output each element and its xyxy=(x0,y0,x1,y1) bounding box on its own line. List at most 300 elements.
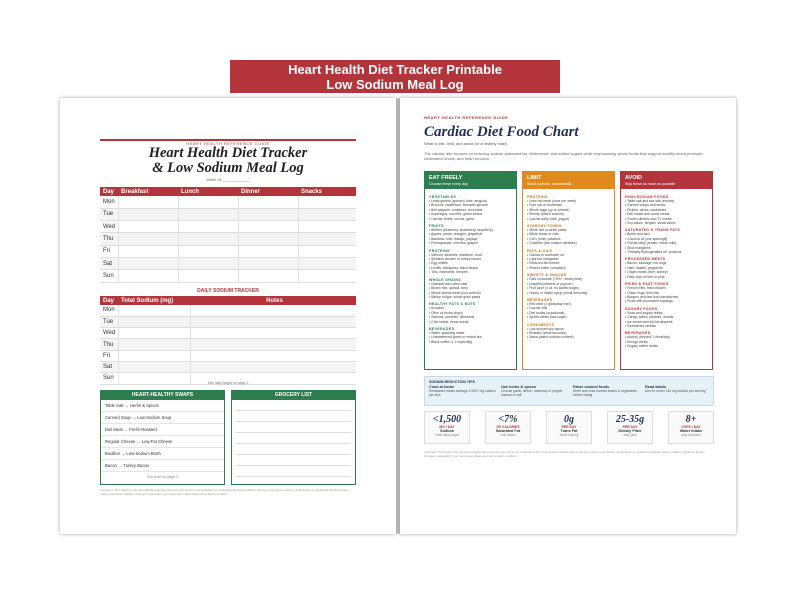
meal-cell[interactable] xyxy=(238,245,298,257)
food-item: • Skinless chicken or turkey breast xyxy=(429,257,481,262)
food-item: • Barley, bulgur, whole grain pasta xyxy=(429,294,481,299)
food-category: PROTEINS xyxy=(527,195,548,199)
food-item: • Energy drinks xyxy=(625,339,648,344)
sodium-tip xyxy=(429,385,497,397)
tracker-page xyxy=(60,98,396,534)
grocery-list-box xyxy=(231,390,356,485)
food-item-text: Stick margarine xyxy=(627,245,651,250)
food-item: • Oatmeal and rolled oats xyxy=(429,281,468,286)
food-item-text: Oatmeal and rolled oats xyxy=(431,281,468,286)
food-item-text: Whole eggs (up to 4/week) xyxy=(529,207,570,212)
food-item-text: Alcohol (beyond 1 drink/day) xyxy=(626,335,670,340)
target-value: 0g xyxy=(564,414,574,425)
food-item-text: Pork loin or tenderloin xyxy=(529,203,563,208)
food-item-text: Sugary coffee drinks xyxy=(627,344,658,349)
meal-cell[interactable] xyxy=(118,196,178,208)
day-label: Thu xyxy=(100,339,118,350)
food-item-text: Mustard (small amounts) xyxy=(529,330,567,335)
nutrient-target-card xyxy=(546,411,592,444)
food-item: • Crackers (low-sodium varieties) xyxy=(527,241,577,246)
food-category: VEGETABLES xyxy=(429,195,457,199)
food-item-text: Deli meats and cured meats xyxy=(627,212,670,217)
food-item: • Asparagus, zucchini, green beans xyxy=(429,212,483,217)
food-category: PROTEINS xyxy=(429,248,450,253)
food-item: • Chia seeds, hemp seeds xyxy=(429,319,469,324)
meal-cell[interactable] xyxy=(118,245,178,257)
header-snacks: Snacks xyxy=(298,187,356,196)
column-subtitle: Skip these as much as possible xyxy=(621,182,712,189)
grocery-title: GROCERY LIST xyxy=(232,391,355,400)
target-unit: PER DAY xyxy=(622,425,638,429)
meal-log-table xyxy=(100,187,356,283)
nutrient-target-card xyxy=(668,411,714,444)
food-category: HIGH-SODIUM FOODS xyxy=(625,195,669,199)
swap-item: Bouillon → Low-Sodium Broth xyxy=(101,448,224,460)
notes-cell[interactable] xyxy=(190,316,356,327)
meal-row xyxy=(100,233,356,245)
food-item: • Tofu, edamame, tempeh xyxy=(429,270,468,275)
meal-cell[interactable] xyxy=(118,257,178,269)
food-item: • Diet sodas (occasional) xyxy=(527,310,565,315)
sodium-row xyxy=(100,361,356,372)
food-category: FRUITS xyxy=(429,224,444,229)
target-value: 8+ xyxy=(685,414,697,425)
food-item: • Black coffee (1-2 cups/day) xyxy=(429,339,473,344)
food-item-text: Broccoli, cauliflower, Brussels sprouts xyxy=(431,203,488,208)
meal-row xyxy=(100,208,356,220)
notes-cell[interactable] xyxy=(190,361,356,372)
food-item-text: Low-fat dairy (milk, yogurt) xyxy=(529,216,570,221)
food-item: • Lentils, chickpeas, black beans xyxy=(429,265,478,270)
food-category: WHOLE GRAINS xyxy=(429,277,461,282)
food-item: • Pizza with processed toppings xyxy=(625,299,673,304)
column-body xyxy=(523,189,614,343)
food-category: FATS & OILS xyxy=(527,248,553,253)
food-item: • Honey or maple syrup (small amounts) xyxy=(527,290,588,295)
nutrient-target-card xyxy=(485,411,531,444)
sodium-cell[interactable] xyxy=(118,305,190,316)
food-item: • Fruit juice (4 oz, no added sugar) xyxy=(527,286,579,291)
nutrient-target-card xyxy=(424,411,470,444)
food-item: • Fatty cuts of beef or pork xyxy=(625,274,665,279)
food-item: • Egg whites xyxy=(429,261,448,266)
food-item-text: Black coffee (1-2 cups/day) xyxy=(431,339,473,344)
grocery-line[interactable] xyxy=(236,422,351,433)
food-item: • Walnuts, almonds, flaxseeds xyxy=(429,315,475,320)
food-item: • Corn, peas, potatoes xyxy=(527,236,561,241)
food-category: HEALTHY FATS & NUTS xyxy=(429,302,476,307)
food-item-text: Avocado xyxy=(430,306,445,311)
grocery-line[interactable] xyxy=(236,444,351,455)
meal-header-row xyxy=(100,187,356,196)
food-item-text: Bell peppers, tomatoes, cucumber xyxy=(431,207,483,212)
food-item-text: Walnuts, almonds, flaxseeds xyxy=(431,315,475,320)
food-item: • "Partially hydrogenated oil" products xyxy=(625,250,682,255)
food-item: • Salmon, sardines, mackerel, trout xyxy=(429,252,482,257)
food-item-text: Ice cream and full-fat desserts xyxy=(627,319,673,324)
meal-row xyxy=(100,221,356,233)
food-item-text: Reduced-fat cheese xyxy=(529,261,560,266)
food-item: • Reduced-fat cheese xyxy=(527,261,560,266)
food-item-text: Corn, peas, potatoes xyxy=(529,236,561,241)
food-item-text: Candy, cakes, pastries, donuts xyxy=(627,315,674,320)
day-label: Mon xyxy=(100,305,118,316)
food-item-text: Water, sparkling water xyxy=(431,330,465,335)
day-label: Sat xyxy=(100,257,118,269)
food-item-text: Carrots, beets, onions, garlic xyxy=(431,216,475,221)
food-item: • Frozen dinners and TV meals xyxy=(625,216,672,221)
week-of-field[interactable]: Week of: ____________ xyxy=(206,177,250,182)
tip-text: Aim for under 140 mg sodium per serving xyxy=(645,389,706,393)
food-item-text: Lentils, chickpeas, black beans xyxy=(431,265,478,270)
page-title: Cardiac Diet Food Chart xyxy=(424,124,579,140)
grocery-line[interactable] xyxy=(236,466,351,477)
food-item: • Lean red meat (once per week) xyxy=(527,199,577,203)
food-item-text: Skinless chicken or turkey breast xyxy=(431,257,481,262)
day-label: Wed xyxy=(100,221,118,233)
grocery-line[interactable] xyxy=(236,411,351,422)
page-kicker: HEART HEALTH REFERENCE GUIDE xyxy=(186,141,270,146)
meal-cell[interactable] xyxy=(118,221,178,233)
food-item-text: Bacon, sausage, hot dogs xyxy=(627,261,667,266)
food-item: • Alcohol (beyond 1 drink/day) xyxy=(625,335,670,340)
target-nutrient: Trans Fat xyxy=(560,429,578,433)
column-body xyxy=(425,189,516,347)
meal-cell[interactable] xyxy=(178,221,238,233)
food-category: SATURATED & TRANS FATS xyxy=(625,228,681,233)
food-item-text: Sweetened cereals xyxy=(627,323,656,328)
sodium-cell[interactable] xyxy=(118,328,190,339)
food-item-text: Leafy greens (spinach, kale, arugula) xyxy=(431,199,487,203)
food-item: • Ham, salami, pepperoni xyxy=(625,265,663,270)
food-item-text: Organ meats (liver, kidney) xyxy=(627,270,668,275)
notes-cell[interactable] xyxy=(190,305,356,316)
sodium-row xyxy=(100,350,356,361)
food-item: • Canola or sunflower oil xyxy=(527,252,564,257)
food-item: • Ice cream and full-fat desserts xyxy=(625,319,673,324)
swaps-title: HEART-HEALTHY SWAPS xyxy=(101,391,224,400)
sodium-tracker-table xyxy=(100,296,356,385)
meal-cell[interactable] xyxy=(238,196,298,208)
sodium-row xyxy=(100,316,356,327)
target-nutrient: Saturated Fat xyxy=(495,429,521,433)
nutrient-target-card xyxy=(607,411,653,444)
tip-text: Restaurant meals average 2,000+ mg sodium per dish xyxy=(429,389,496,398)
day-label: Sun xyxy=(100,270,118,282)
day-label: Sun xyxy=(100,373,118,384)
food-item-text: Pizza with processed toppings xyxy=(627,299,673,304)
meal-cell[interactable] xyxy=(178,233,238,245)
food-item: • Unsweetened green or herbal tea xyxy=(429,335,482,340)
sodium-row xyxy=(100,339,356,350)
food-item: • Bananas, kiwi, mango, papaya xyxy=(429,236,478,241)
swap-item: Table Salt → Herbs & Spices xyxy=(101,400,224,412)
food-item: • White bread or rolls xyxy=(527,232,559,237)
meal-cell[interactable] xyxy=(298,245,356,257)
intro-text: The cardiac diet focuses on reducing sodium saturated fat, cholesterol, and added sugars while emphasizing whole foods that support healthy blood pressure, cholesterol levels, and heart function. xyxy=(424,151,704,161)
food-item-text: Fatty cuts of beef or pork xyxy=(627,274,665,279)
meal-cell[interactable] xyxy=(118,270,178,282)
food-item: • Olive oil (extra virgin) xyxy=(429,310,463,315)
meal-cell[interactable] xyxy=(178,245,238,257)
food-item: • Carrots, beets, onions, garlic xyxy=(429,216,475,221)
header-lunch: Lunch xyxy=(178,187,238,196)
food-category: BEVERAGES xyxy=(527,297,553,302)
target-caption: limit intake xyxy=(500,433,516,437)
food-item-text: Canned soups and stews xyxy=(627,203,666,208)
food-item: • Light tub margarine xyxy=(527,257,559,262)
target-value: <7% xyxy=(498,414,518,425)
banner-line-1: Heart Health Diet Tracker Printable xyxy=(288,62,502,77)
food-item: • Soda and sugary drinks xyxy=(625,310,663,315)
tips-title: SODIUM-REDUCTION TIPS xyxy=(429,380,475,384)
food-item-text: Low-fat milk xyxy=(529,306,548,311)
sodium-row xyxy=(100,328,356,339)
food-item-text: Light tub margarine xyxy=(529,257,559,262)
sodium-tracker-title: DAILY SODIUM TRACKER xyxy=(197,288,259,294)
meal-cell[interactable] xyxy=(298,221,356,233)
food-item-text: Energy drinks xyxy=(627,339,648,344)
day-label: Sat xyxy=(100,361,118,372)
target-unit: MG / DAY xyxy=(439,425,455,429)
meal-cell[interactable] xyxy=(118,208,178,220)
food-item-text: Shrimp (watch sodium) xyxy=(529,212,564,217)
sodium-header-day: Day xyxy=(100,296,118,305)
food-category: BEVERAGES xyxy=(429,326,455,331)
meal-row xyxy=(100,245,356,257)
target-nutrient: Dietary Fiber xyxy=(618,429,642,433)
food-item: • Unsalted pretzels or popcorn xyxy=(527,281,573,286)
day-label: Mon xyxy=(100,196,118,208)
food-item: • Deli meats and cured meats xyxy=(625,212,670,217)
sodium-cell[interactable] xyxy=(118,361,190,372)
sodium-header-notes: Notes xyxy=(190,296,356,305)
target-unit: OF CALORIES xyxy=(496,425,520,429)
food-item-text: Crackers (low-sodium varieties) xyxy=(529,241,577,246)
swaps-box xyxy=(100,390,225,485)
food-item-text: Canola or sunflower oil xyxy=(529,252,564,257)
swap-item: Regular Cheese → Low-Fat Cheese xyxy=(101,436,224,448)
tip-heading: Use herbs & spices xyxy=(501,385,537,389)
meal-cell[interactable] xyxy=(298,257,356,269)
food-category: SUGARY FOODS xyxy=(625,306,658,311)
food-item-text: Burgers and fast food sandwiches xyxy=(627,294,679,299)
sodium-row xyxy=(100,305,356,316)
food-item-text: Butter and lard xyxy=(627,232,650,237)
meal-cell[interactable] xyxy=(238,221,298,233)
food-item-text: Salsa (watch sodium content) xyxy=(529,335,574,340)
food-item-text: Onion rings, fried fish xyxy=(627,290,660,295)
banner-line-2: Low Sodium Meal Log xyxy=(326,77,464,92)
food-item: • Low-sodium soy sauce xyxy=(527,326,564,331)
meal-cell[interactable] xyxy=(238,257,298,269)
food-item-text: Lean red meat (once per week) xyxy=(529,199,577,203)
column-title: LIMIT xyxy=(523,172,614,182)
food-chart-page xyxy=(400,98,736,534)
food-item: • Bell peppers, tomatoes, cucumber xyxy=(429,207,483,212)
food-item: • Bacon, sausage, hot dogs xyxy=(625,261,667,266)
meal-cell[interactable] xyxy=(238,208,298,220)
food-item: • Low-fat milk xyxy=(527,306,548,311)
food-item: • Pomegranate, cherries, grapes xyxy=(429,241,478,246)
header-dinner: Dinner xyxy=(238,187,298,196)
page-tagline: What to eat, limit, and avoid for a healthy heart xyxy=(424,141,507,146)
sodium-cell[interactable] xyxy=(118,339,190,350)
page-title-line-2: & Low Sodium Meal Log xyxy=(152,160,304,176)
food-item-text: Barley, bulgur, whole grain pasta xyxy=(431,294,481,299)
meal-cell[interactable] xyxy=(178,208,238,220)
food-category: BEVERAGES xyxy=(625,331,651,336)
limit-column xyxy=(522,171,615,370)
target-caption: avoid entirely xyxy=(559,433,579,437)
food-item: • Red wine (1 glass/day max) xyxy=(527,301,571,306)
grocery-line[interactable] xyxy=(236,400,351,411)
food-item: • Full-fat dairy (cream, whole milk) xyxy=(625,241,677,246)
sodium-target-note: See daily target on page 2 xyxy=(207,381,249,385)
food-item: • Burgers and fast food sandwiches xyxy=(625,294,679,299)
food-item: • Organ meats (liver, kidney) xyxy=(625,270,668,275)
food-item: • Canned soups and stews xyxy=(625,203,666,208)
notes-cell[interactable] xyxy=(190,339,356,350)
swaps-note: Full chart on page 2 xyxy=(147,475,178,479)
tip-heading: Cook at home xyxy=(429,385,455,389)
food-item: • Pickles, olives, sauerkraut xyxy=(625,207,667,212)
grocery-line[interactable] xyxy=(236,455,351,466)
food-item: • Stick margarine xyxy=(625,245,651,250)
food-item: • Shrimp (watch sodium) xyxy=(527,212,564,217)
title-banner xyxy=(230,60,560,93)
column-body xyxy=(621,189,712,352)
meal-cell[interactable] xyxy=(178,257,238,269)
column-subtitle: Small portions, occasionally xyxy=(523,182,614,189)
eat-freely-column xyxy=(424,171,517,370)
food-item: • Apples, pears, oranges, grapefruit xyxy=(429,232,483,237)
food-item-text: Soy sauce, teriyaki, steak sauce xyxy=(627,221,676,226)
target-nutrient: Water Intake xyxy=(679,429,703,433)
food-item-text: Asparagus, zucchini, green beans xyxy=(430,212,483,217)
food-item: • Sports drinks (low sugar) xyxy=(527,315,567,320)
food-item: • Table salt and sea salt (excess) xyxy=(625,199,675,203)
food-item-text: Sports drinks (low sugar) xyxy=(529,315,567,320)
food-item-text: Ham, salami, pepperoni xyxy=(627,265,663,270)
food-item-text: Olive oil (extra virgin) xyxy=(431,310,463,315)
food-item-text: Soda and sugary drinks xyxy=(627,310,663,315)
target-caption: ideal daily target xyxy=(435,433,459,437)
sodium-cell[interactable] xyxy=(118,316,190,327)
meal-cell[interactable] xyxy=(238,270,298,282)
meal-row xyxy=(100,257,356,269)
food-item-text: "Partially hydrogenated oil" products xyxy=(627,250,682,255)
food-item: • Avocado xyxy=(429,306,445,311)
meal-cell[interactable] xyxy=(118,233,178,245)
food-category: STARCHY FOODS xyxy=(527,224,562,229)
meal-cell[interactable] xyxy=(178,270,238,282)
page-title-line-1: Heart Health Diet Tracker xyxy=(148,145,308,161)
food-item-text: Brown rice, quinoa, farro xyxy=(431,286,469,291)
sodium-tips-box xyxy=(424,376,714,406)
meal-cell[interactable] xyxy=(178,196,238,208)
header-day: Day xyxy=(100,187,118,196)
meal-row xyxy=(100,270,356,282)
food-item-text: Tofu, edamame, tempeh xyxy=(431,270,468,275)
food-item-text: Peanut butter (unsalted) xyxy=(529,265,566,270)
food-category: FRIED & FAST FOODS xyxy=(625,282,669,287)
meal-cell[interactable] xyxy=(298,196,356,208)
target-caption: stay hydrated xyxy=(681,433,701,437)
food-item-text: Salmon, sardines, mackerel, trout xyxy=(431,252,482,257)
food-item-text: Chia seeds, hemp seeds xyxy=(431,319,469,324)
food-item-text: Honey or maple syrup (small amounts) xyxy=(529,290,588,295)
food-category: PROCESSED MEATS xyxy=(625,257,666,262)
meal-cell[interactable] xyxy=(298,270,356,282)
column-title: EAT FREELY xyxy=(425,172,516,182)
notes-cell[interactable] xyxy=(190,350,356,361)
food-item: • Candy, cakes, pastries, donuts xyxy=(625,315,674,320)
food-item-text: Egg whites xyxy=(431,261,448,266)
target-caption: daily goal xyxy=(623,433,637,437)
tip-heading: Read labels xyxy=(645,385,667,389)
food-item-text: French fries, fried chicken xyxy=(627,286,666,291)
swap-item: Bacon → Turkey Bacon xyxy=(101,460,224,472)
food-item-text: White bread or rolls xyxy=(529,232,559,237)
disclaimer: Important: This tracker is for general educational purposes only and is not a substitute for professional medical advice. Always consult your doctor, cardiologist, or registered dietitian before making significant dietary changes, especially if you have been diagnosed with a heart condition. xyxy=(100,488,349,496)
food-item: • Leafy greens (spinach, kale, arugula) xyxy=(429,199,487,203)
food-item-text: Unsweetened green or herbal tea xyxy=(431,335,482,340)
food-item-text: Coconut oil (use sparingly) xyxy=(627,236,668,241)
meal-cell[interactable] xyxy=(238,233,298,245)
day-label: Fri xyxy=(100,350,118,361)
meal-cell[interactable] xyxy=(298,233,356,245)
target-value: 25-35g xyxy=(615,414,645,425)
sodium-cell[interactable] xyxy=(118,350,190,361)
grocery-line[interactable] xyxy=(236,433,351,444)
food-item: • Coconut oil (use sparingly) xyxy=(625,236,668,241)
food-item-text: Whole wheat bread (low-sodium) xyxy=(431,290,481,295)
meal-cell[interactable] xyxy=(298,208,356,220)
food-item-text: Dark chocolate (70%+, small piece) xyxy=(529,277,583,282)
column-title: AVOID xyxy=(621,172,712,182)
target-nutrient: Sodium xyxy=(440,429,454,433)
notes-cell[interactable] xyxy=(190,328,356,339)
sodium-header-total: Total Sodium (mg) xyxy=(118,296,190,305)
food-item: • Brown rice, quinoa, farro xyxy=(429,286,469,291)
tip-heading: Rinse canned foods xyxy=(573,385,610,389)
food-item-text: Frozen dinners and TV meals xyxy=(627,216,672,221)
food-item: • Whole eggs (up to 4/week) xyxy=(527,207,570,212)
target-unit: PER DAY xyxy=(561,425,577,429)
food-item-text: Red wine (1 glass/day max) xyxy=(529,301,571,306)
food-item: • Soy sauce, teriyaki, steak sauce xyxy=(625,221,676,226)
food-category: SWEETS & SNACKS xyxy=(527,273,567,278)
food-item-text: Pomegranate, cherries, grapes xyxy=(431,241,478,246)
food-item: • Onion rings, fried fish xyxy=(625,290,660,295)
page-kicker: HEART HEALTH REFERENCE GUIDE xyxy=(424,115,509,120)
food-item: • Pork loin or tenderloin xyxy=(527,203,563,208)
sodium-header-row xyxy=(100,296,356,305)
food-item: • Water, sparkling water xyxy=(429,330,465,335)
day-label: Thu xyxy=(100,233,118,245)
tip-text: Drain and rinse canned beans & vegetables before eating xyxy=(573,389,637,398)
food-item: • Butter and lard xyxy=(625,232,650,237)
food-item-text: Full-fat dairy (cream, whole milk) xyxy=(627,241,677,246)
target-unit: CUPS / DAY xyxy=(681,425,701,429)
tip-text: Choose garlic, lemon, rosemary or pepper instead of salt xyxy=(501,389,563,398)
food-item-text: Low-sodium soy sauce xyxy=(529,326,564,331)
sodium-tip xyxy=(501,385,569,397)
swap-item: Deli Meat → Fresh Roasted xyxy=(101,424,224,436)
food-item: • White rice or white pasta xyxy=(527,228,567,233)
day-label: Tue xyxy=(100,208,118,220)
